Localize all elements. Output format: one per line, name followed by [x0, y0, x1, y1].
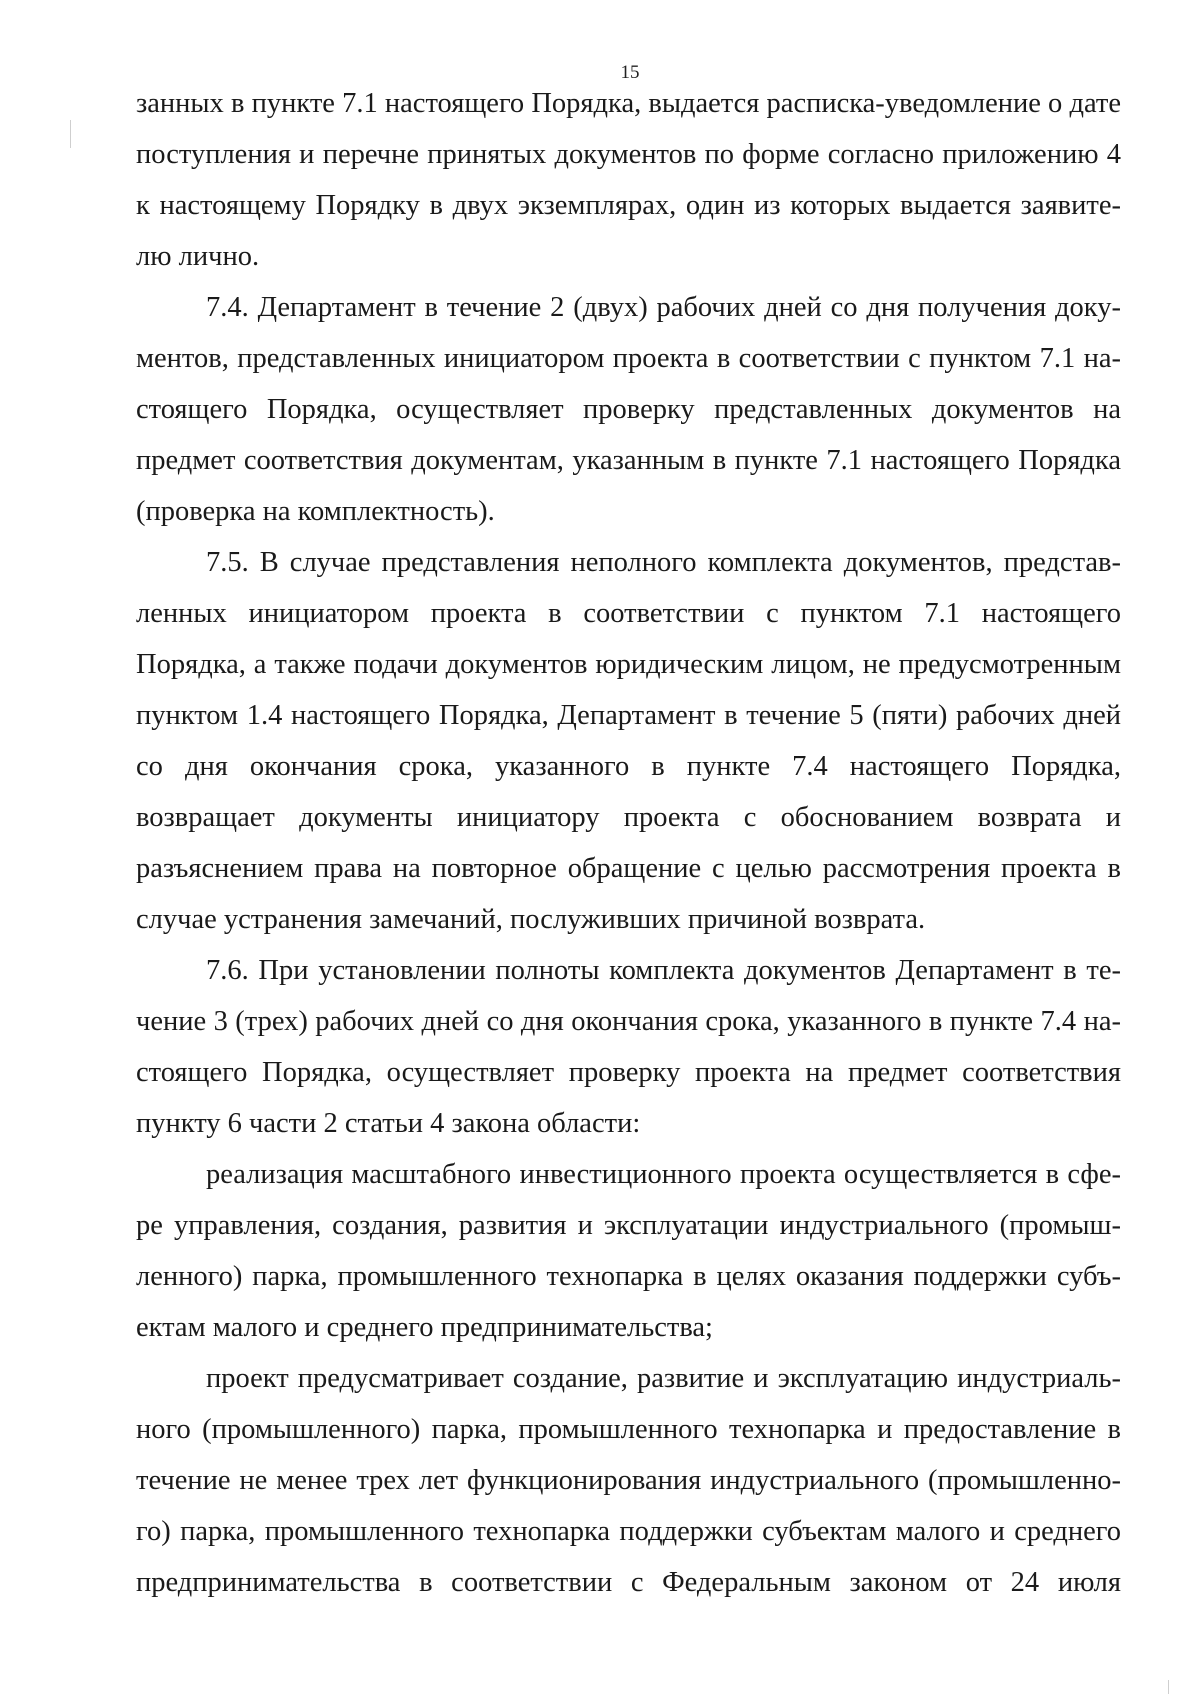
- paragraph-7-6: 7.6. При установлении полноты комплекта документов Департамент в течение 3 (трех) рабочих дней со дня окончания срока, указанного в пункте 7.4 настоящего Порядка, осуществляет проверку проекта на предмет соответствия пункту 6 части 2 статьи 4 закона области:: [136, 955, 1121, 1139]
- page-number: 15: [620, 62, 640, 83]
- paragraph-continuation: занных в пункте 7.1 настоящего Порядка, выдается расписка-уведомление о дате поступления и перечне принятых документов по форме согласно приложению 4 к настоящему Порядку в двух экземплярах, один из которых выдается заявителю лично.: [136, 88, 1121, 272]
- paragraph-7-5: 7.5. В случае представления неполного комплекта документов, представленных инициатором проекта в соответствии с пунктом 7.1 настоящего Порядка, а также подачи документов юридическим лицом, не предусмотренным пунктом 1.4 настоящего Порядка, Департамент в течение 5 (пяти) рабочих дней со дня окончания срока, указанного в пункте 7.4 настоящего Порядка, возвращает документы инициатору проекта с обоснованием возврата и разъяснением права на повторное обращение с целью рассмотрения проекта в случае устранения замечаний, послуживших причиной возврата.: [136, 547, 1121, 935]
- paragraph-criterion-1: реализация масштабного инвестиционного проекта осуществляется в сфере управления, создания, развития и эксплуатации индустриального (промышленного) парка, промышленного технопарка в целях оказания поддержки субъектам малого и среднего предпринимательства;: [136, 1159, 1121, 1343]
- scan-edge-mark: [70, 120, 71, 148]
- paragraph-7-4: 7.4. Департамент в течение 2 (двух) рабочих дней со дня получения документов, представленных инициатором проекта в соответствии с пунктом 7.1 настоящего Порядка, осуществляет проверку представленных документов на предмет соответствия документам, указанным в пункте 7.1 настоящего Порядка (проверка на комплектность).: [136, 292, 1121, 527]
- paragraph-criterion-2: проект предусматривает создание, развитие и эксплуатацию индустриального (промышленного) парка, промышленного технопарка и предоставление в течение не менее трех лет функционирования индустриального (промышленного) парка, промышленного технопарка поддержки субъектам малого и среднего предпринимательства в соответствии с Федеральным законом от 24 июля: [136, 1363, 1121, 1598]
- document-body: [136, 78, 1121, 1608]
- scan-edge-mark: [1168, 1680, 1169, 1694]
